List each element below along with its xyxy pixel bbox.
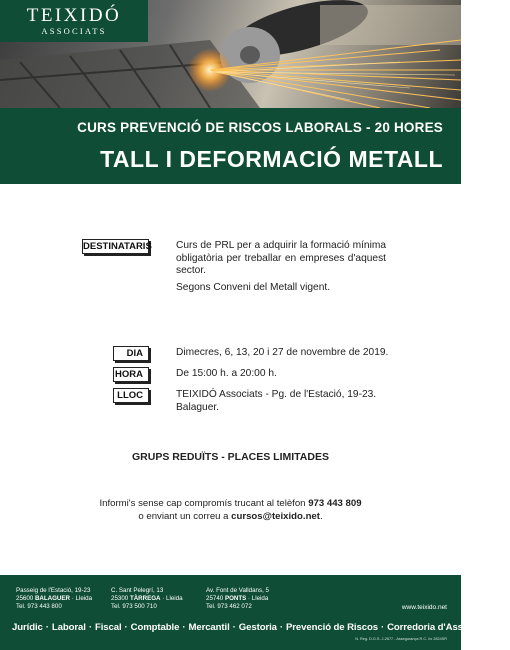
- office-postcode: 25600: [16, 595, 35, 603]
- contact-phone[interactable]: 973 443 809: [308, 498, 362, 509]
- services-list: [12, 622, 510, 633]
- logo-subtitle: ASSOCIATS: [41, 26, 107, 36]
- course-title: TALL I DEFORMACIÓ METALL: [100, 146, 443, 172]
- hora-value: De 15:00 h. a 20:00 h.: [176, 368, 277, 379]
- footer: [0, 575, 510, 650]
- registration-note: N. Reg. D.G.S. J-2677 - Assegurança R.C. i/o 2824SR: [355, 637, 447, 641]
- service-separator: ·: [182, 622, 186, 633]
- office-street: Passeig de l'Estació, 19-23: [16, 587, 91, 594]
- website-link[interactable]: www.teixido.net: [401, 604, 447, 611]
- contact-line-phone: [0, 497, 461, 510]
- office-province: · Lleida: [70, 595, 93, 603]
- office-tel: Tel. 973 500 710: [111, 603, 157, 611]
- office-tel: Tel. 973 443 800: [16, 603, 62, 611]
- office-city: [206, 595, 269, 603]
- lloc-label: LLOC: [113, 388, 149, 403]
- office-city: [16, 595, 92, 603]
- logo-wordmark: TEIXIDÓ: [26, 5, 122, 26]
- hora-label: HORA: [113, 367, 149, 382]
- destinataris-line: sector.: [176, 265, 207, 277]
- office-city-name: BALAGUER: [34, 595, 70, 603]
- service-item: Mercantil: [188, 622, 230, 633]
- office-street: Av. Font de Valldans, 5: [206, 587, 269, 594]
- contact-phone-prefix: Informi's sense cap compromís trucant al telèfon: [99, 498, 309, 509]
- service-separator: ·: [45, 622, 49, 633]
- service-separator: ·: [380, 622, 385, 633]
- contact-info: [0, 497, 461, 523]
- service-item: Prevenció de Riscos: [286, 622, 378, 633]
- service-item: Fiscal: [94, 622, 122, 633]
- office-postcode: 25740: [206, 595, 225, 603]
- office-street: C. Sant Pelegrí, 13: [111, 587, 164, 594]
- office-city-name: PONTS: [224, 595, 247, 603]
- course-subtitle: CURS PREVENCIÓ DE RISCOS LABORALS - 20 HORES: [77, 120, 443, 135]
- office-tarrega: [111, 587, 183, 612]
- office-province: · Lleida: [246, 595, 269, 603]
- service-item: Gestoria: [238, 622, 277, 633]
- destinataris-label: DESTINATARIS: [83, 241, 152, 252]
- contact-email-prefix: o enviant un correu a: [138, 511, 232, 522]
- destinataris-line: Curs de PRL per a adquirir la formació mínima: [176, 240, 386, 251]
- lloc-line1: TEIXIDÓ Associats - Pg. de l'Estació, 19-23.: [176, 389, 377, 400]
- service-item: Jurídic: [12, 622, 43, 633]
- service-item: Laboral: [51, 622, 86, 633]
- office-city-name: TÀRREGA: [129, 595, 161, 603]
- service-item: Corredoria d'Assegurances: [387, 622, 510, 633]
- contact-email[interactable]: cursos@teixido.net: [231, 511, 320, 522]
- office-city: [111, 595, 183, 603]
- lloc-line2: Balaguer.: [176, 401, 220, 413]
- contact-email-suffix: .: [319, 511, 323, 522]
- office-ponts: [206, 587, 269, 612]
- destinataris-line: obligatòria per treballar en empreses d'aquest: [176, 252, 386, 264]
- service-separator: ·: [88, 622, 92, 633]
- destinataris-note: Segons Conveni del Metall vigent.: [176, 282, 331, 293]
- office-province: · Lleida: [160, 595, 183, 603]
- service-separator: ·: [232, 622, 236, 633]
- service-separator: ·: [124, 622, 128, 633]
- contact-line-email: [0, 510, 461, 523]
- dia-label: DIA: [113, 346, 149, 361]
- company-logo: [0, 0, 148, 42]
- service-item: Comptable: [130, 622, 180, 633]
- destinataris-text: [176, 240, 386, 278]
- office-postcode: 25300: [111, 595, 130, 603]
- office-tel: Tel. 973 462 072: [206, 603, 252, 611]
- office-balaguer: [16, 587, 92, 612]
- limited-places-note: GRUPS REDUÏTS - PLACES LIMITADES: [132, 451, 329, 463]
- header-photo: [0, 0, 461, 108]
- dia-value: Dimecres, 6, 13, 20 i 27 de novembre de 2019.: [176, 347, 389, 358]
- title-band: [0, 108, 461, 184]
- lloc-value: [176, 389, 376, 414]
- service-separator: ·: [279, 622, 283, 633]
